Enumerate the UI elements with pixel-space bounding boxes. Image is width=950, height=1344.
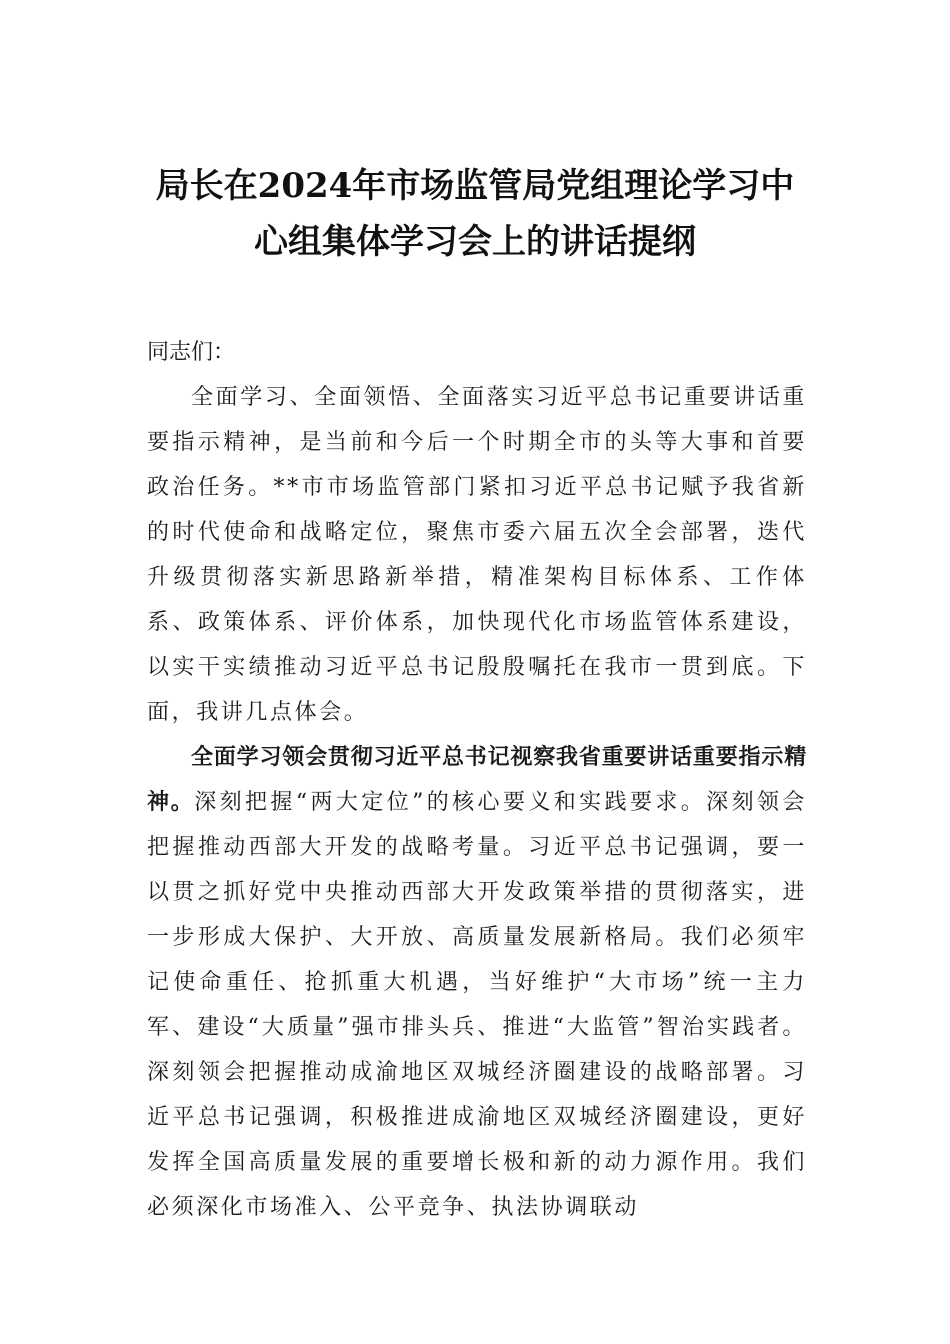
title-line-2: 心组集体学习会上的讲话提纲: [254, 222, 696, 262]
document-title: [100, 158, 850, 270]
paragraph-intro: 全面学习、全面领悟、全面落实习近平总书记重要讲话重要指示精神，是当前和今后一个时期全市的头等大事和首要政治任务。**市市场监管部门紧扣习近平总书记赋予我省新的时代使命和战略定位，聚焦市委六届五次全会部署，迭代升级贯彻落实新思路新举措，精准架构目标体系、工作体系、政策体系、评价体系，加快现代化市场监管体系建设，以实干实绩推动习近平总书记殷殷嘱托在我市一贯到底。下面，我讲几点体会。: [147, 385, 807, 725]
title-line-1: 局长在2024年市场监管局党组理论学习中: [155, 166, 795, 206]
section-body: 深刻把握“两大定位”的核心要义和实践要求。深刻领会把握推动西部大开发的战略考量。习近平总书记强调，要一以贯之抓好党中央推动西部大开发政策举措的贯彻落实，进一步形成大保护、大开放、高质量发展新格局。我们必须牢记使命重任、抢抓重大机遇，当好维护“大市场”统一主力军、建设“大质量”强市排头兵、推进“大监管”智治实践者。深刻领会把握推动成渝地区双城经济圈建设的战略部署。习近平总书记强调，积极推进成渝地区双城经济圈建设，更好发挥全国高质量发展的重要增长极和新的动力源作用。我们必须深化市场准入、公平竞争、执法协调联动: [147, 790, 807, 1220]
section-heading: 全面学习领会贯彻习近平总书记视察我省重要讲话重要指示精神。: [147, 745, 807, 815]
document-body: [147, 330, 807, 1230]
salutation: 同志们：: [147, 340, 236, 365]
paragraph-section-one: [147, 735, 807, 1230]
